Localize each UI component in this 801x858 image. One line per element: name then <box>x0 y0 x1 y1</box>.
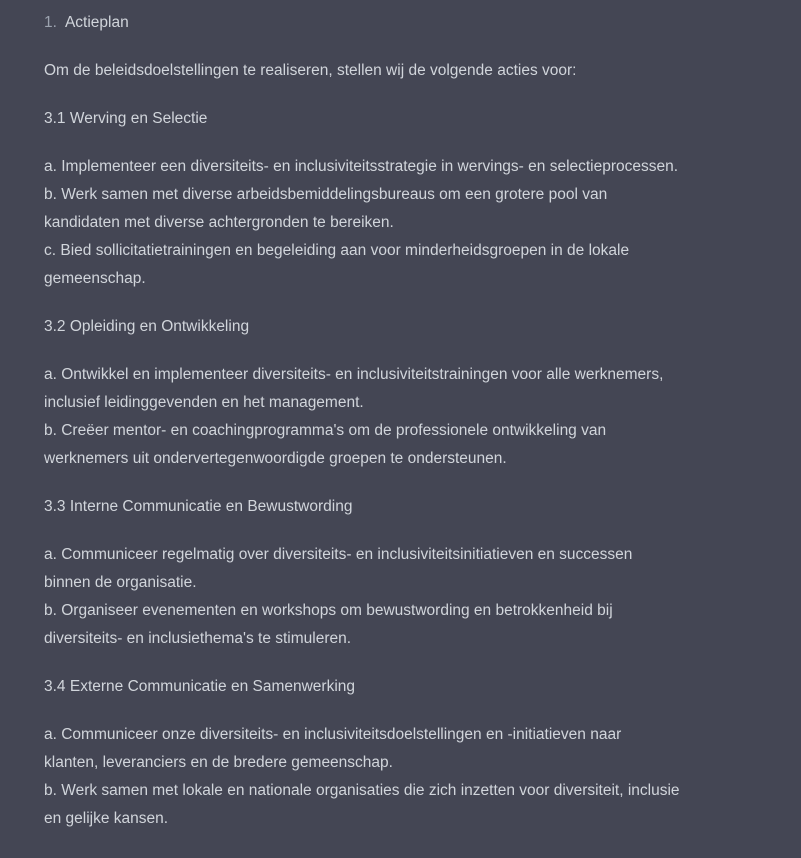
heading-text: Actieplan <box>64 14 129 31</box>
section-paragraph <box>44 153 678 293</box>
paragraph-line: a. Ontwikkel en implementeer diversiteits- en inclusiviteitstrainingen voor alle werknemers, <box>44 366 664 383</box>
paragraph-line: kandidaten met diverse achtergronden te bereiken. <box>44 214 394 231</box>
paragraph-line: werknemers uit ondervertegenwoordigde groepen te ondersteunen. <box>44 450 507 467</box>
section-title: 3.2 Opleiding en Ontwikkeling <box>44 318 250 335</box>
section-paragraph <box>44 721 680 833</box>
paragraph-line: inclusief leidinggevenden en het management. <box>44 394 364 411</box>
list-number: 1. <box>44 14 57 31</box>
paragraph-line: gemeenschap. <box>44 270 146 287</box>
section-paragraph <box>44 541 632 653</box>
paragraph-line: en gelijke kansen. <box>44 810 169 827</box>
paragraph-line: b. Organiseer evenementen en workshops om bewustwording en betrokkenheid bij <box>44 602 613 619</box>
paragraph-line: klanten, leveranciers en de bredere gemeenschap. <box>44 754 393 771</box>
paragraph-line: b. Werk samen met lokale en nationale organisaties die zich inzetten voor diversiteit, inclusie <box>44 782 680 799</box>
paragraph-line: c. Bied sollicitatietrainingen en begeleiding aan voor minderheidsgroepen in de lokale <box>44 242 630 259</box>
paragraph-line: b. Creëer mentor- en coachingprogramma's om de professionele ontwikkeling van <box>44 422 607 439</box>
section-title: 3.4 Externe Communicatie en Samenwerking <box>44 678 356 695</box>
paragraph-line: diversiteits- en inclusiethema's te stimuleren. <box>44 630 352 647</box>
section-paragraph <box>44 361 663 473</box>
paragraph-line: a. Communiceer onze diversiteits- en inclusiviteitsdoelstellingen en -initiatieven naar <box>44 726 622 743</box>
paragraph-line: a. Communiceer regelmatig over diversiteits- en inclusiviteitsinitiatieven en successen <box>44 546 633 563</box>
paragraph-line: b. Werk samen met diverse arbeidsbemiddelingsbureaus om een grotere pool van <box>44 186 608 203</box>
paragraph-line: binnen de organisatie. <box>44 574 197 591</box>
section-title: 3.1 Werving en Selectie <box>44 110 208 127</box>
paragraph-line: a. Implementeer een diversiteits- en inclusiviteitsstrategie in wervings- en selectieprocessen. <box>44 158 679 175</box>
section-heading <box>44 9 129 37</box>
section-title: 3.3 Interne Communicatie en Bewustwording <box>44 498 353 515</box>
intro-paragraph: Om de beleidsdoelstellingen te realiseren, stellen wij de volgende acties voor: <box>44 62 577 79</box>
